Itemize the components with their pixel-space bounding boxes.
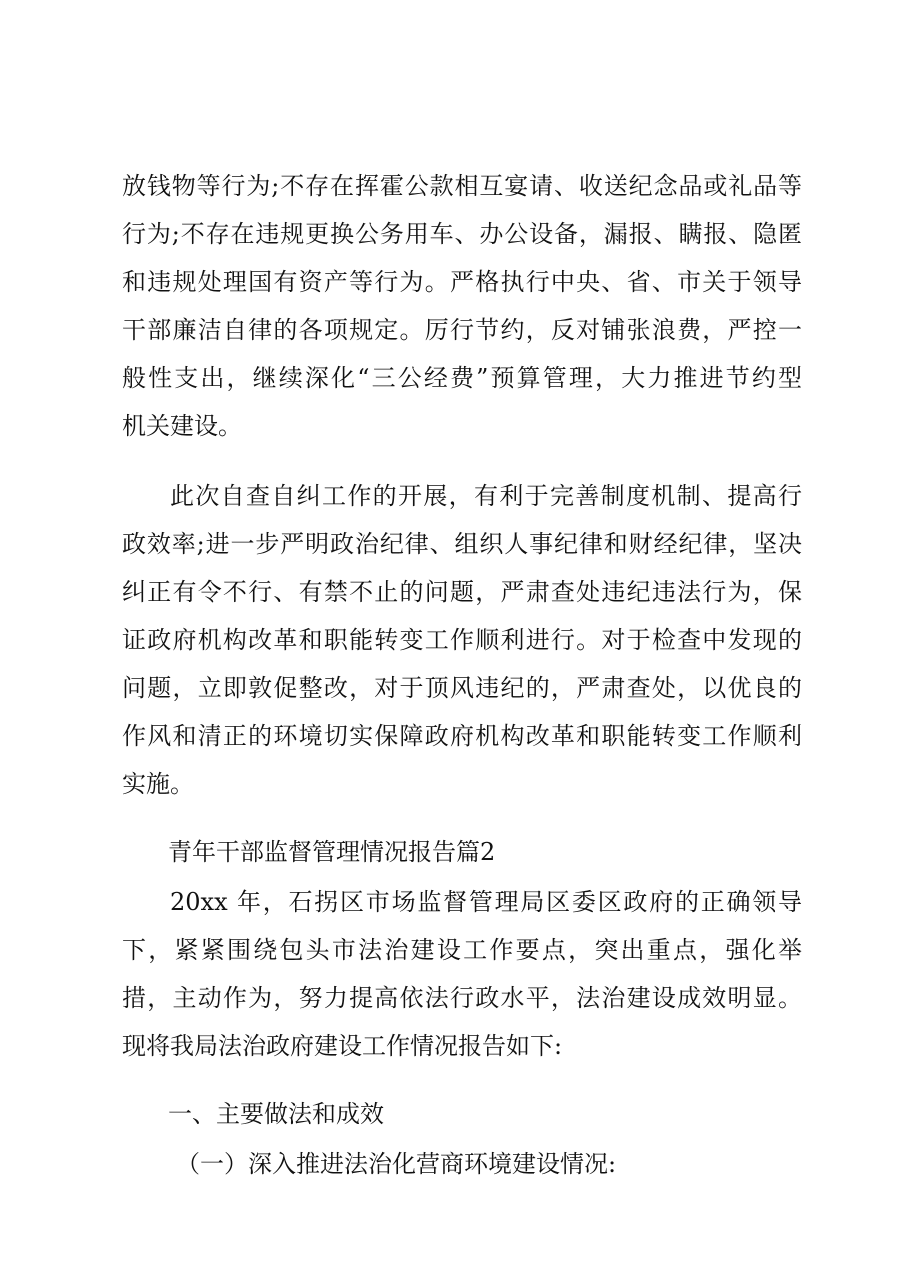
- text-line: 证政府机构改革和职能转变工作顺利进行。对于检查中发现的: [122, 626, 802, 654]
- text-line: 干部廉洁自律的各项规定。厉行节约，反对铺张浪费，严控一: [122, 316, 802, 344]
- text-line: 实施。: [122, 770, 194, 798]
- text-line: 20xx 年，石拐区市场监督管理局区委区政府的正确领导: [170, 888, 802, 916]
- text-line: 政效率;进一步严明政治纪律、组织人事纪律和财经纪律，坚决: [122, 530, 802, 558]
- text-line: 措，主动作为，努力提高依法行政水平，法治建设成效明显。: [122, 984, 802, 1012]
- text-line: 此次自查自纠工作的开展，有利于完善制度机制、提高行: [170, 482, 802, 510]
- text-line: 行为;不存在违规更换公务用车、办公设备，漏报、瞒报、隐匿: [122, 220, 802, 248]
- text-line: 作风和清正的环境切实保障政府机构改革和职能转变工作顺利: [122, 722, 802, 750]
- section-title: 青年干部监督管理情况报告篇2: [168, 838, 496, 866]
- subsection-heading: （一）深入推进法治化营商环境建设情况:: [176, 1150, 617, 1178]
- text-line: 放钱物等行为;不存在挥霍公款相互宴请、收送纪念品或礼品等: [122, 172, 802, 200]
- text-line: 下，紧紧围绕包头市法治建设工作要点，突出重点，强化举: [122, 936, 802, 964]
- text-line: 机关建设。: [122, 412, 242, 440]
- section-heading: 一、主要做法和成效: [168, 1100, 384, 1128]
- text-line: 纠正有令不行、有禁不止的问题，严肃查处违纪违法行为，保: [122, 578, 802, 606]
- text-line: 和违规处理国有资产等行为。严格执行中央、省、市关于领导: [122, 268, 802, 296]
- text-line: 问题，立即敦促整改，对于顶风违纪的，严肃查处，以优良的: [122, 674, 802, 702]
- text-line: 现将我局法治政府建设工作情况报告如下:: [122, 1032, 563, 1060]
- text-line: 般性支出，继续深化“三公经费”预算管理，大力推进节约型: [122, 364, 802, 392]
